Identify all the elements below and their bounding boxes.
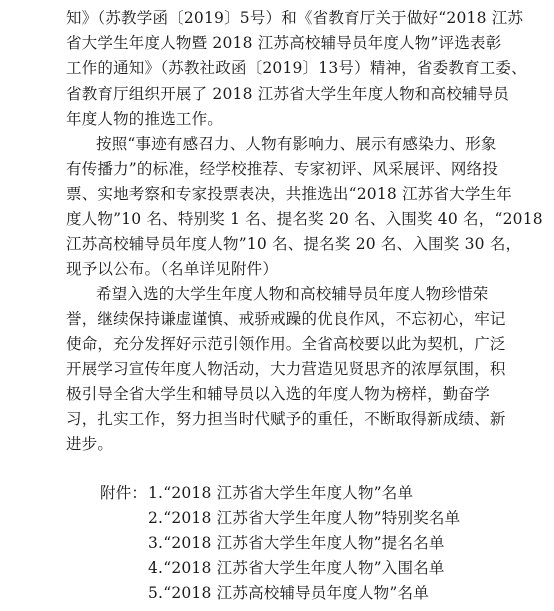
attachment-item-4: 4.“2018 江苏省大学生年度人物”入围名单	[148, 559, 445, 577]
paragraph1-line-5: 年度人物的推选工作。	[66, 110, 224, 128]
paragraph3-line-4: 开展学习宣传年度人物活动，大力营造见贤思齐的浓厚氛围，积	[66, 360, 506, 378]
paragraph3-line-7: 进步。	[66, 435, 114, 453]
paragraph2-line-3: 票、实地考察和专家投票表决，共推选出“2018 江苏省大学生年	[66, 185, 512, 203]
paragraph3-line-3: 使命，充分发挥好示范引领作用。全省高校要以此为契机，广泛	[66, 335, 506, 353]
attachments-label: 附件：	[100, 484, 148, 502]
attachment-item-5: 5.“2018 江苏高校辅导员年度人物”名单	[148, 584, 429, 602]
attachment-item-1: 1.“2018 江苏省大学生年度人物”名单	[148, 484, 414, 502]
paragraph3-line-5: 极引导全省大学生和辅导员以入选的年度人物为榜样，勤奋学	[66, 385, 490, 403]
paragraph2-line-5: 江苏高校辅导员年度人物”10 名、提名奖 20 名、入围奖 30 名，	[66, 235, 522, 253]
paragraph3-line-1: 希望入选的大学生年度人物和高校辅导员年度人物珍惜荣	[96, 285, 489, 303]
paragraph2-line-1: 按照“事迹有感召力、人物有影响力、展示有感染力、形象	[96, 135, 497, 153]
paragraph1-line-1: 知》（苏教学函〔2019〕5号）和《省教育厅关于做好“2018 江苏	[66, 9, 524, 27]
attachment-item-2: 2.“2018 江苏省大学生年度人物”特别奖名单	[148, 509, 461, 527]
paragraph2-line-4: 度人物”10 名、特别奖 1 名、提名奖 20 名、入围奖 40 名，“2018	[66, 210, 543, 228]
paragraph2-line-2: 有传播力”的标准，经学校推荐、专家初评、风采展评、网络投	[66, 160, 499, 178]
paragraph3-line-6: 习，扎实工作，努力担当时代赋予的重任，不断取得新成绩、新	[66, 410, 506, 428]
attachment-item-3: 3.“2018 江苏省大学生年度人物”提名名单	[148, 534, 445, 552]
paragraph3-line-2: 誉，继续保持谦虚谨慎、戒骄戒躁的优良作风，不忘初心，牢记	[66, 310, 506, 328]
paragraph2-line-6: 现予以公布。（名单详见附件）	[66, 260, 279, 278]
paragraph1-line-3: 工作的通知》（苏教社政函〔2019〕13号）精神，省委教育工委、	[66, 59, 527, 77]
paragraph1-line-4: 省教育厅组织开展了 2018 江苏省大学生年度人物和高校辅导员	[66, 85, 510, 103]
paragraph1-line-2: 省大学生年度人物暨 2018 江苏高校辅导员年度人物”评选表彰	[66, 34, 502, 52]
